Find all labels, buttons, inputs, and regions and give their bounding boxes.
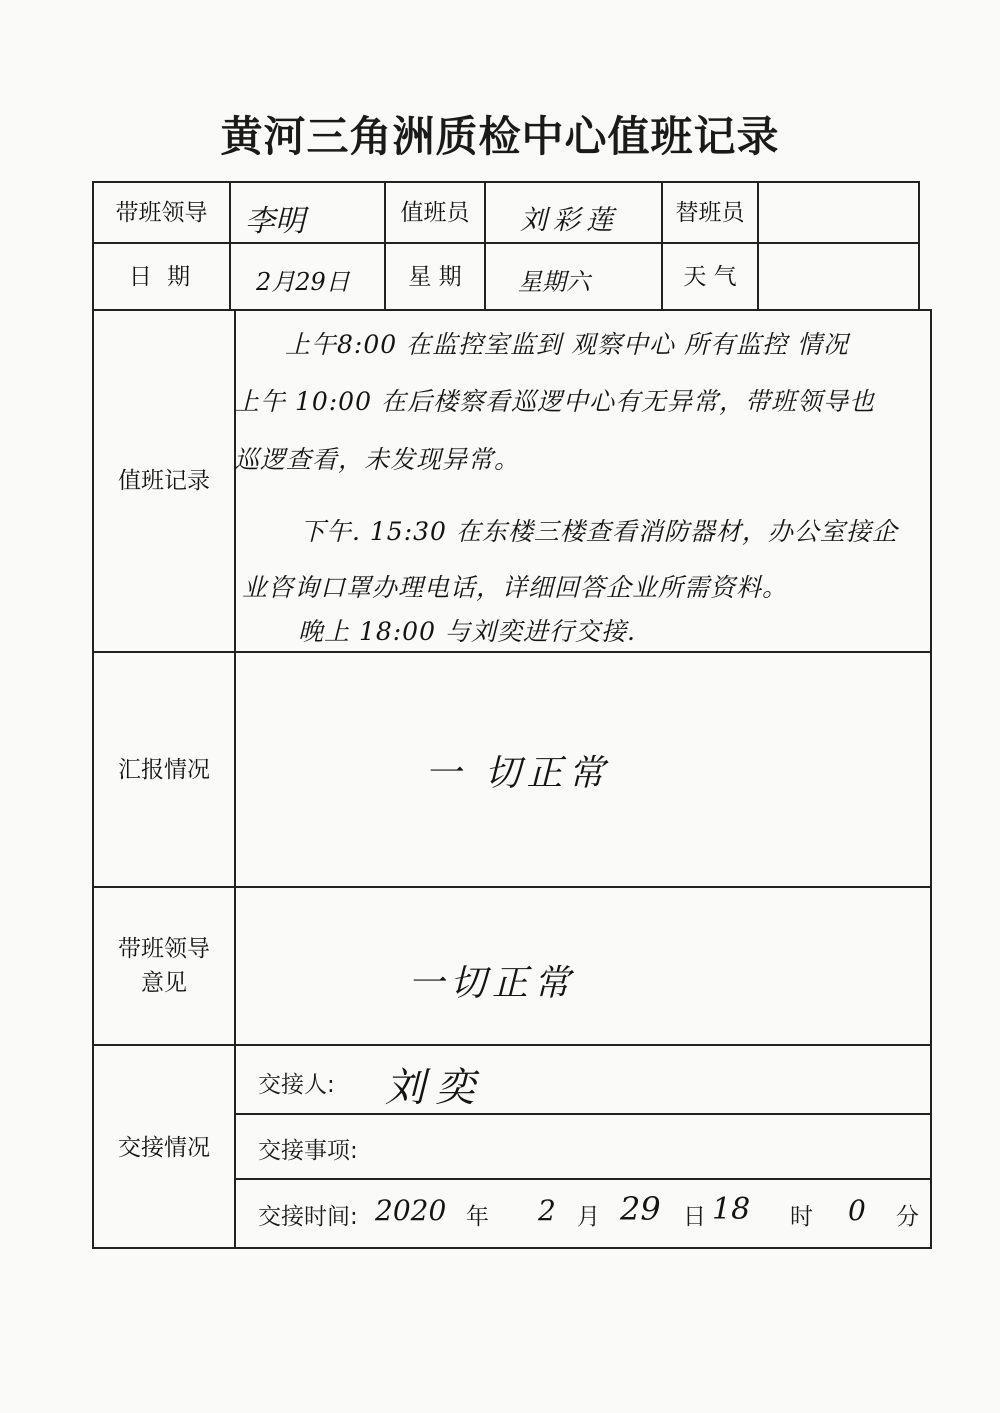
record-line: 巡逻查看，未发现异常。	[234, 445, 521, 474]
col-divider	[484, 181, 486, 311]
handover-hour-value: 18	[712, 1192, 751, 1227]
leader-label: 带班领导	[115, 199, 208, 226]
handover-person-label: 交接人:	[258, 1072, 335, 1098]
handover-divider	[234, 1113, 932, 1115]
date-value: 2月29日	[256, 268, 350, 296]
record-label: 值班记录	[118, 468, 210, 494]
opinion-value: 一切正常	[408, 963, 577, 1004]
col-divider	[229, 181, 231, 311]
minute-unit: 分	[896, 1204, 919, 1230]
report-label: 汇报情况	[118, 756, 210, 783]
handover-month-value: 2	[538, 1194, 556, 1227]
leader-value: 李明	[245, 204, 305, 239]
duty-label: 值班员	[400, 199, 470, 226]
opinion-label-line: 意见	[141, 970, 187, 996]
record-line: 上午 10:00 在后楼察看巡逻中心有无异常，带班领导也	[234, 387, 875, 416]
handover-matters-label: 交接事项:	[258, 1138, 358, 1164]
page-title: 黄河三角洲质检中心值班记录	[220, 112, 780, 161]
month-unit: 月	[577, 1204, 600, 1230]
duty-value: 刘彩莲	[520, 205, 619, 236]
hour-unit: 时	[790, 1204, 813, 1230]
year-unit: 年	[466, 1204, 489, 1230]
weekday-value: 星期六	[518, 268, 590, 296]
record-line: 下午. 15:30 在东楼三楼查看消防器材，办公室接企	[300, 517, 898, 546]
handover-year-value: 2020	[375, 1194, 447, 1227]
weather-label: 天 气	[683, 263, 737, 290]
date-label: 日 期	[128, 263, 195, 290]
col-divider	[757, 181, 759, 311]
handover-divider	[234, 1178, 932, 1180]
opinion-label-line: 带班领导	[118, 936, 210, 962]
handover-day-value: 29	[620, 1190, 661, 1228]
handover-label: 交接情况	[118, 1134, 210, 1161]
day-unit: 日	[683, 1204, 706, 1230]
weekday-label: 星 期	[408, 263, 462, 290]
sub-label: 替班员	[675, 199, 745, 226]
opinion-label	[94, 888, 234, 1044]
report-value: 一 切正常	[425, 753, 611, 794]
record-line: 业咨询口罩办理电话，详细回答企业所需资料。	[242, 573, 789, 602]
handover-minute-value: 0	[848, 1194, 866, 1227]
handover-person-value: 刘奕	[385, 1065, 485, 1111]
handover-time-label: 交接时间:	[258, 1204, 358, 1230]
record-line: 晚上 18:00 与刘奕进行交接.	[298, 617, 636, 646]
record-line: 上午8:00 在监控室监到 观察中心 所有监控 情况	[285, 330, 849, 359]
